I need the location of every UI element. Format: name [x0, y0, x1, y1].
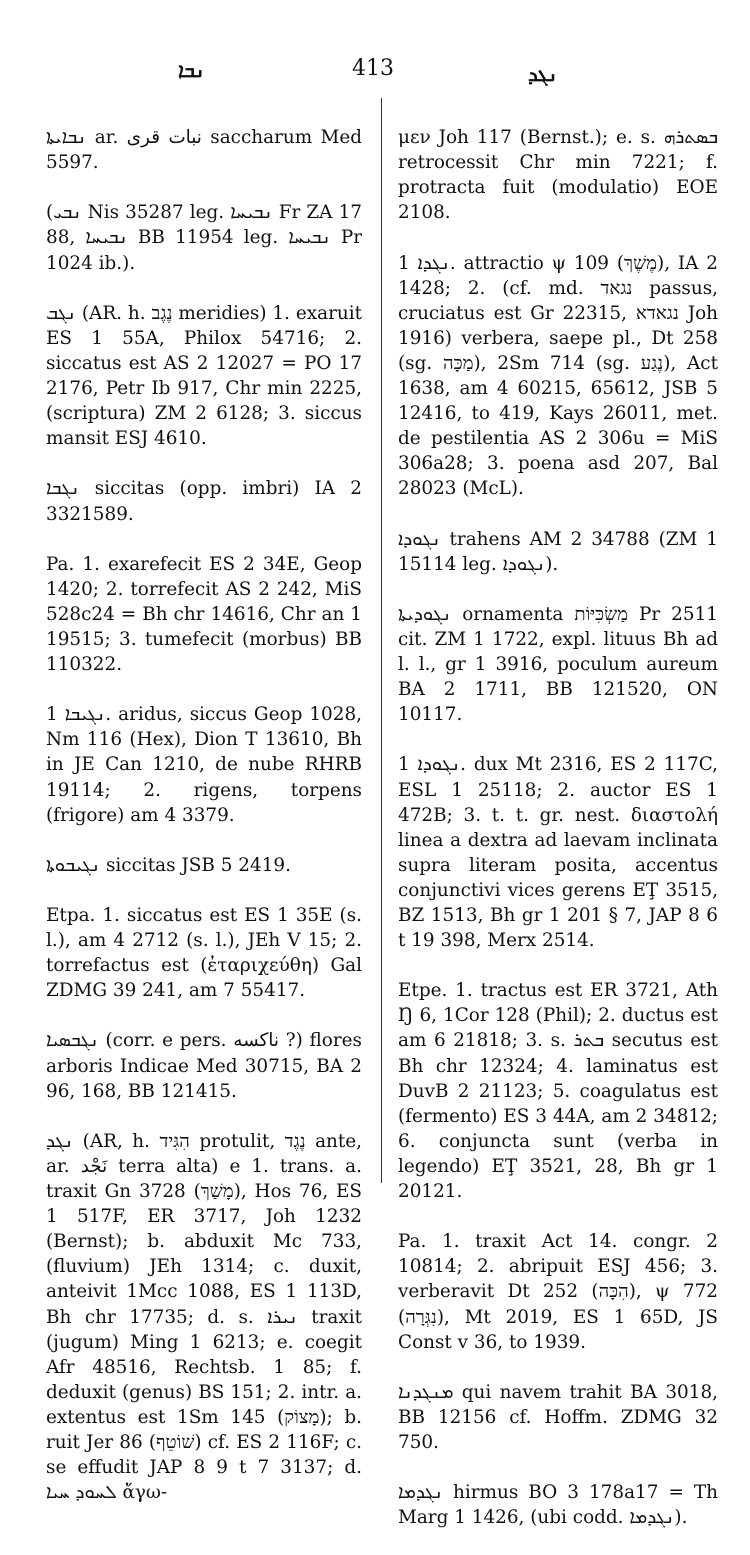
- entry-navem-trahit: ܡܢܓܕܢܐ qui navem trahit BA 3018, BB 12156 cf. Hoffm. ZDMG 32 750.: [398, 1381, 718, 1453]
- entry-attractio: ܢܓܕܐ 1. attractio ψ 109 (מֶשֶׁךְ), IA 2 1428; 2. (cf. md. נגאד passus, cruciatus est Gr 22315, נגאדא Joh 1916) verbera, saepe pl., Dt 258 (sg. מַכָּה), 2Sm 714 (sg. נֶגַע), Act 1638, am 4 60215, 65612, JSB 5 12416, to 419, Kays 26011, met. de pestilentia AS 2 306u = MiS 306a28; 3. poena asd 207, Bal 28023 (McL).: [398, 252, 718, 500]
- entry-siccitas: ܢܓܒܐ siccitas (opp. imbri) IA 2 3321589.: [46, 478, 362, 525]
- entry-aridus: ܢܓܝܒܐ 1. aridus, siccus Geop 1028, Nm 116 (Hex), Dion T 13610, Bh in JE Can 1210, de nube RHRB 19114; 2. rigens, torpens (frigore) am 4 3379.: [46, 704, 363, 826]
- entry-hirmus: ܢܓܕܡܐ hirmus BO 3 178a17 = Th Marg 1 1426, (ubi codd. ܢܓܕܡܐ).: [398, 1482, 718, 1529]
- entry-trahens: ܢܓܘܕܐ trahens AM 2 34788 (ZM 1 15114 leg. ܢܓܘܕܐ).: [398, 528, 718, 575]
- entry-flores: ܢܓܒܣܝܐ (corr. e pers. ناکسه ?) flores arboris Indicae Med 30715, BA 2 96, 168, BB 121415.: [46, 1030, 362, 1102]
- entry-pa-ngb: Pa. 1. exarefecit ES 2 34E, Geop 1420; 2. torrefecit AS 2 242, MiS 528c24 = Bh chr 14616, Chr an 1 19515; 3. tumefecit (morbus) BB 110322.: [46, 553, 362, 676]
- entry-siccitas-2: ܢܓܝܒܘܬܐ siccitas JSB 5 2419.: [46, 854, 291, 876]
- entry-ngb: ܢܓܒ (AR. h. נֶגֶב meridies) 1. exaruit ES 1 55A, Philox 54716; 2. siccatus est AS 2 12027 = PO 17 2176, Petr Ib 917, Chr min 2225, (scriptura) ZM 2 6128; 3. siccus mansit ESJ 4610.: [46, 302, 362, 450]
- entry-etpe-ngd: Etpe. 1. tractus est ER 3721, Ath Ŋ 6, 1Cor 128 (Phil); 2. ductus est am 6 21818; 3. s. ܒܬܪ secutus est Bh chr 12324; 4. laminatus est DuvB 2 21123; 5. coagulatus est (fermento) ES 3 44A, am 2 34812; 6. conjuncta sunt (verba in legendo) EŢ 3521, 28, Bh gr 1 20121.: [398, 980, 718, 1203]
- column-divider: [381, 98, 382, 1183]
- page-header: [0, 52, 750, 92]
- entry-etpa-ngb: Etpa. 1. siccatus est ES 1 35E (s. l.), am 4 2712 (s. l.), JEh V 15; 2. torrefactus est (ἐταριχεύθη) Gal ZDMG 39 241, am 7 55417.: [46, 905, 362, 1002]
- entry-ngd-continued: μεν Joh 117 (Bernst.); e. s. ܒܣܬܪܗ retrocessit Chr min 7221; f. protracta fuit (modulatio) EOE 2108.: [398, 127, 718, 224]
- header-right-word: ܢܓܕ: [528, 62, 558, 86]
- entry-nis-note: (ܢܒܝ Nis 35287 leg. ܢܒܝܚܐ Fr ZA 17 88, ܢܒܝܚܐ BB 11954 leg. ܢܒܝܚܐ Pr 1024 ib.).: [46, 202, 362, 274]
- entry-nabatita: ܢܒܐܝܬܐ ar. نبات قرى saccharum Med 5597.: [46, 127, 362, 174]
- page-number: 413: [352, 56, 394, 81]
- entry-ngd: ܢܓܕ (AR, h. הִגִּיד protulit, נֶגֶד ante, ar. نَجْد terra alta) e 1. trans. a. traxit Gn 3728 (מָשַׁךְ), Hos 76, ES 1 517F, ER 3717, Joh 1232 (Bernst); b. abduxit Mc 733, (fluvium) JEh 1314; c. duxit, anteivit 1Mcc 1088, ES 1 113D, Bh chr 17735; d. s. ܢܝܪܐ traxit (jugum) Ming 1 6213; e. coegit Afr 48516, Rechtsb. 1 85; f. deduxit (genus) BS 151; 2. intr. a. extentus est 1Sm 145 (מָצוֹק); b. ruit Jer 86 (שׁוֹטֵף) cf. ES 2 116F; c. se effudit JAP 8 9 t 7 3137; d. ܠܚܘܕ ܚܝܐ ἄγω-: [46, 1130, 362, 1504]
- left-column: [46, 100, 362, 1530]
- entry-dux: ܢܓܘܕܐ 1. dux Mt 2316, ES 2 117C, ESL 1 25118; 2. auctor ES 1 472B; 3. t. t. gr. nest. διαστολή linea a dextra ad laevam inclinata supra literam posita, accentus conjunctivi vices gerens EŢ 3515, BZ 1513, Bh gr 1 201 § 7, JAP 8 6 t 19 398, Merx 2514.: [398, 754, 718, 952]
- right-column: [398, 100, 718, 1555]
- header-left-word: ܢܒܐ: [178, 58, 205, 82]
- entry-ornamenta: ܢܓܘܕܝܬܐ ornamenta מַשְׂכִּיּוֹת Pr 2511 cit. ZM 1 1722, expl. lituus Bh ad l. l., gr 1 3916, poculum aureum BA 2 1711, BB 121520, ON 10117.: [398, 603, 718, 726]
- entry-pa-ngd: Pa. 1. traxit Act 14. congr. 2 10814; 2. abripuit ESJ 456; 3. verberavit Dt 252 (הִכָּה), ψ 772 (נִגְּרָה), Mt 2019, ES 1 65D, JS Const v 36, to 1939.: [398, 1231, 718, 1353]
